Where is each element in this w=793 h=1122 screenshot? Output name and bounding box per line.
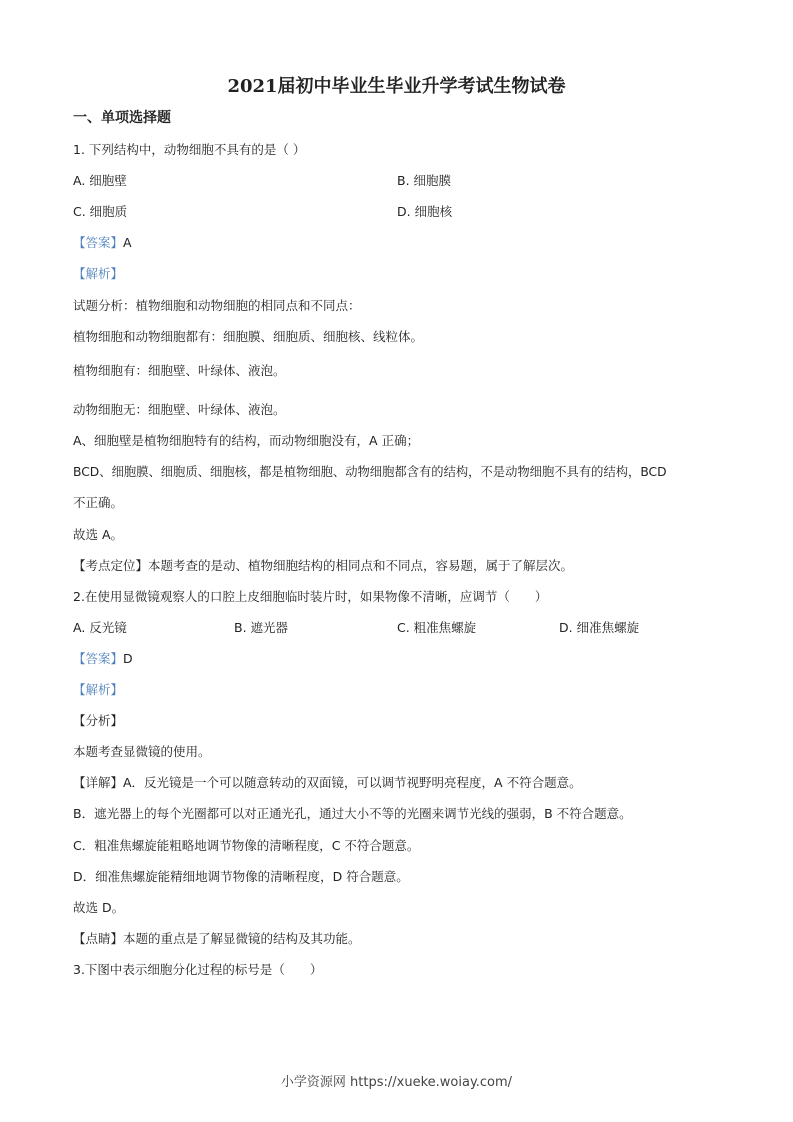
q1-line: 植物细胞和动物细胞都有：细胞膜、细胞质、细胞核、线粒体。 <box>73 329 424 344</box>
q2-option-d: D. 细准焦螺旋 <box>559 620 640 635</box>
q1-option-a: A. 细胞壁 <box>73 173 127 188</box>
section-heading: 一、单项选择题 <box>73 110 171 126</box>
q2-answer <box>73 651 133 667</box>
answer-label: 【答案】 <box>73 651 124 666</box>
answer-value: D <box>123 651 133 666</box>
q2-analysis-label: 【解析】 <box>73 682 124 697</box>
q1-line: 【考点定位】本题考查的是动、植物细胞结构的相同点和不同点，容易题，属于了解层次。 <box>73 558 574 573</box>
q2-line: C．粗准焦螺旋能粗略地调节物像的清晰程度，C 不符合题意。 <box>73 838 420 853</box>
q2-line: D．细准焦螺旋能精细地调节物像的清晰程度，D 符合题意。 <box>73 869 409 884</box>
q2-option-a: A. 反光镜 <box>73 620 127 635</box>
q2-line: 【详解】A．反光镜是一个可以随意转动的双面镜，可以调节视野明亮程度，A 不符合题意。 <box>73 775 582 790</box>
q1-answer <box>73 235 132 251</box>
q2-option-b: B. 遮光器 <box>234 620 289 635</box>
q1-option-c: C. 细胞质 <box>73 204 128 219</box>
q3-stem: 3.下图中表示细胞分化过程的标号是（ ） <box>73 962 323 977</box>
q1-option-b: B. 细胞膜 <box>397 173 452 188</box>
q2-line: B．遮光器上的每个光圈都可以对正通光孔，通过大小不等的光圈来调节光线的强弱，B 不符合题意。 <box>73 806 632 821</box>
q1-line: 试题分析：植物细胞和动物细胞的相同点和不同点： <box>73 298 361 313</box>
q2-stem: 2.在使用显微镜观察人的口腔上皮细胞临时装片时，如果物像不清晰，应调节（ ） <box>73 589 548 604</box>
footer-watermark: 小学资源网 https://xueke.woiay.com/ <box>280 1075 513 1090</box>
q2-line: 故选 D。 <box>73 900 125 915</box>
q2-line: 【分析】 <box>73 713 124 728</box>
q2-line: 【点睛】本题的重点是了解显微镜的结构及其功能。 <box>73 931 361 946</box>
q1-line: 植物细胞有：细胞壁、叶绿体、液泡。 <box>73 363 286 378</box>
q1-line: 动物细胞无：细胞壁、叶绿体、液泡。 <box>73 402 286 417</box>
q1-line: 故选 A。 <box>73 527 124 542</box>
q2-line: 本题考查显微镜的使用。 <box>73 744 211 759</box>
q1-line: 不正确。 <box>73 495 124 510</box>
q1-line: A、细胞壁是植物细胞特有的结构，而动物细胞没有，A 正确； <box>73 433 420 448</box>
q2-option-c: C. 粗准焦螺旋 <box>397 620 477 635</box>
q1-option-d: D. 细胞核 <box>397 204 453 219</box>
q1-line: BCD、细胞膜、细胞质、细胞核，都是植物细胞、动物细胞都含有的结构，不是动物细胞不具有的结构，BCD <box>73 465 667 479</box>
answer-label: 【答案】 <box>73 235 124 250</box>
q1-stem: 1. 下列结构中，动物细胞不具有的是（ ） <box>73 142 306 157</box>
page-title: 2021届初中毕业生毕业升学考试生物试卷 <box>227 76 566 97</box>
answer-value: A <box>123 235 132 250</box>
q1-analysis-label: 【解析】 <box>73 266 124 281</box>
